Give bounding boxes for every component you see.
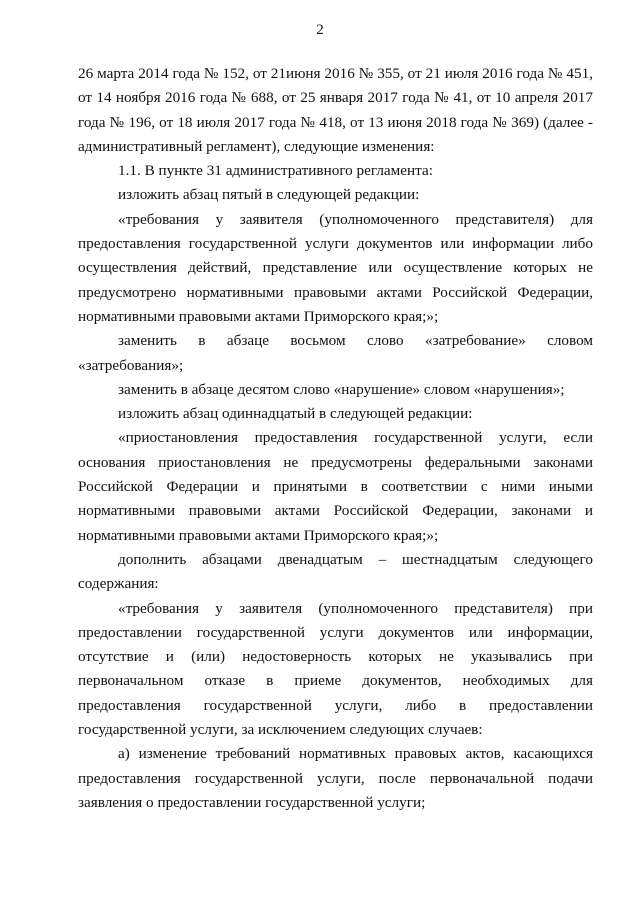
- paragraph-add-twelfth-sixteenth: дополнить абзацами двенадцатым – шестнадцатым следующего содержания:: [78, 550, 593, 593]
- paragraph-intro-continuation: 26 марта 2014 года № 152, от 21июня 2016 № 355, от 21 июля 2016 года № 451, от 14 ноября 2016 года № 688, от 25 января 2017 года № 41, от 10 апреля 2017 года № 196, от 18 июля 2017 года № 418, от 13 июня 2018 года № 369) (далее - административный регламент), следующие изменения:: [78, 65, 593, 155]
- paragraph-amend-eleventh: изложить абзац одиннадцатый в следующей редакции:: [118, 405, 473, 423]
- paragraph-amend-fifth: изложить абзац пятый в следующей редакции:: [118, 186, 420, 204]
- paragraph-item-1-1: 1.1. В пункте 31 административного регламента:: [118, 162, 433, 180]
- paragraph-quote-suspension: «приостановления предоставления государственной услуги, если основания приостановления не предусмотрены федеральными законами Российской Федерации и принятыми в соответствии с ними иными нормативными правовыми актами Российской Федерации, законами и нормативными правовыми актами Приморского края;»;: [78, 429, 593, 544]
- document-body: [78, 62, 593, 815]
- paragraph-quote-requirements-2: «требования у заявителя (уполномоченного представителя) при предоставлении государственной услуги документов или информации, отсутствие и (или) недостоверность которых не указывались при первоначальном отказе в приеме документов, необходимых для предоставления государственной услуги, либо в предоставлении государственной услуги, за исключением следующих случаев:: [78, 599, 593, 739]
- paragraph-subitem-a: а) изменение требований нормативных правовых актов, касающихся предоставления государственной услуги, после первоначальной подачи заявления о предоставлении государственной услуги;: [78, 745, 593, 811]
- paragraph-quote-requirements: «требования у заявителя (уполномоченного представителя) для предоставления государственной услуги документов или информации либо осуществления действий, представление или осуществление которых не предусмотрено нормативными правовыми актами Российской Федерации, нормативными правовыми актами Приморского края;»;: [78, 210, 593, 325]
- page-number: 2: [316, 22, 324, 38]
- paragraph-replace-tenth: заменить в абзаце десятом слово «нарушение» словом «нарушения»;: [118, 380, 565, 398]
- paragraph-replace-eighth: заменить в абзаце восьмом слово «затребование» словом «затребования»;: [78, 332, 593, 374]
